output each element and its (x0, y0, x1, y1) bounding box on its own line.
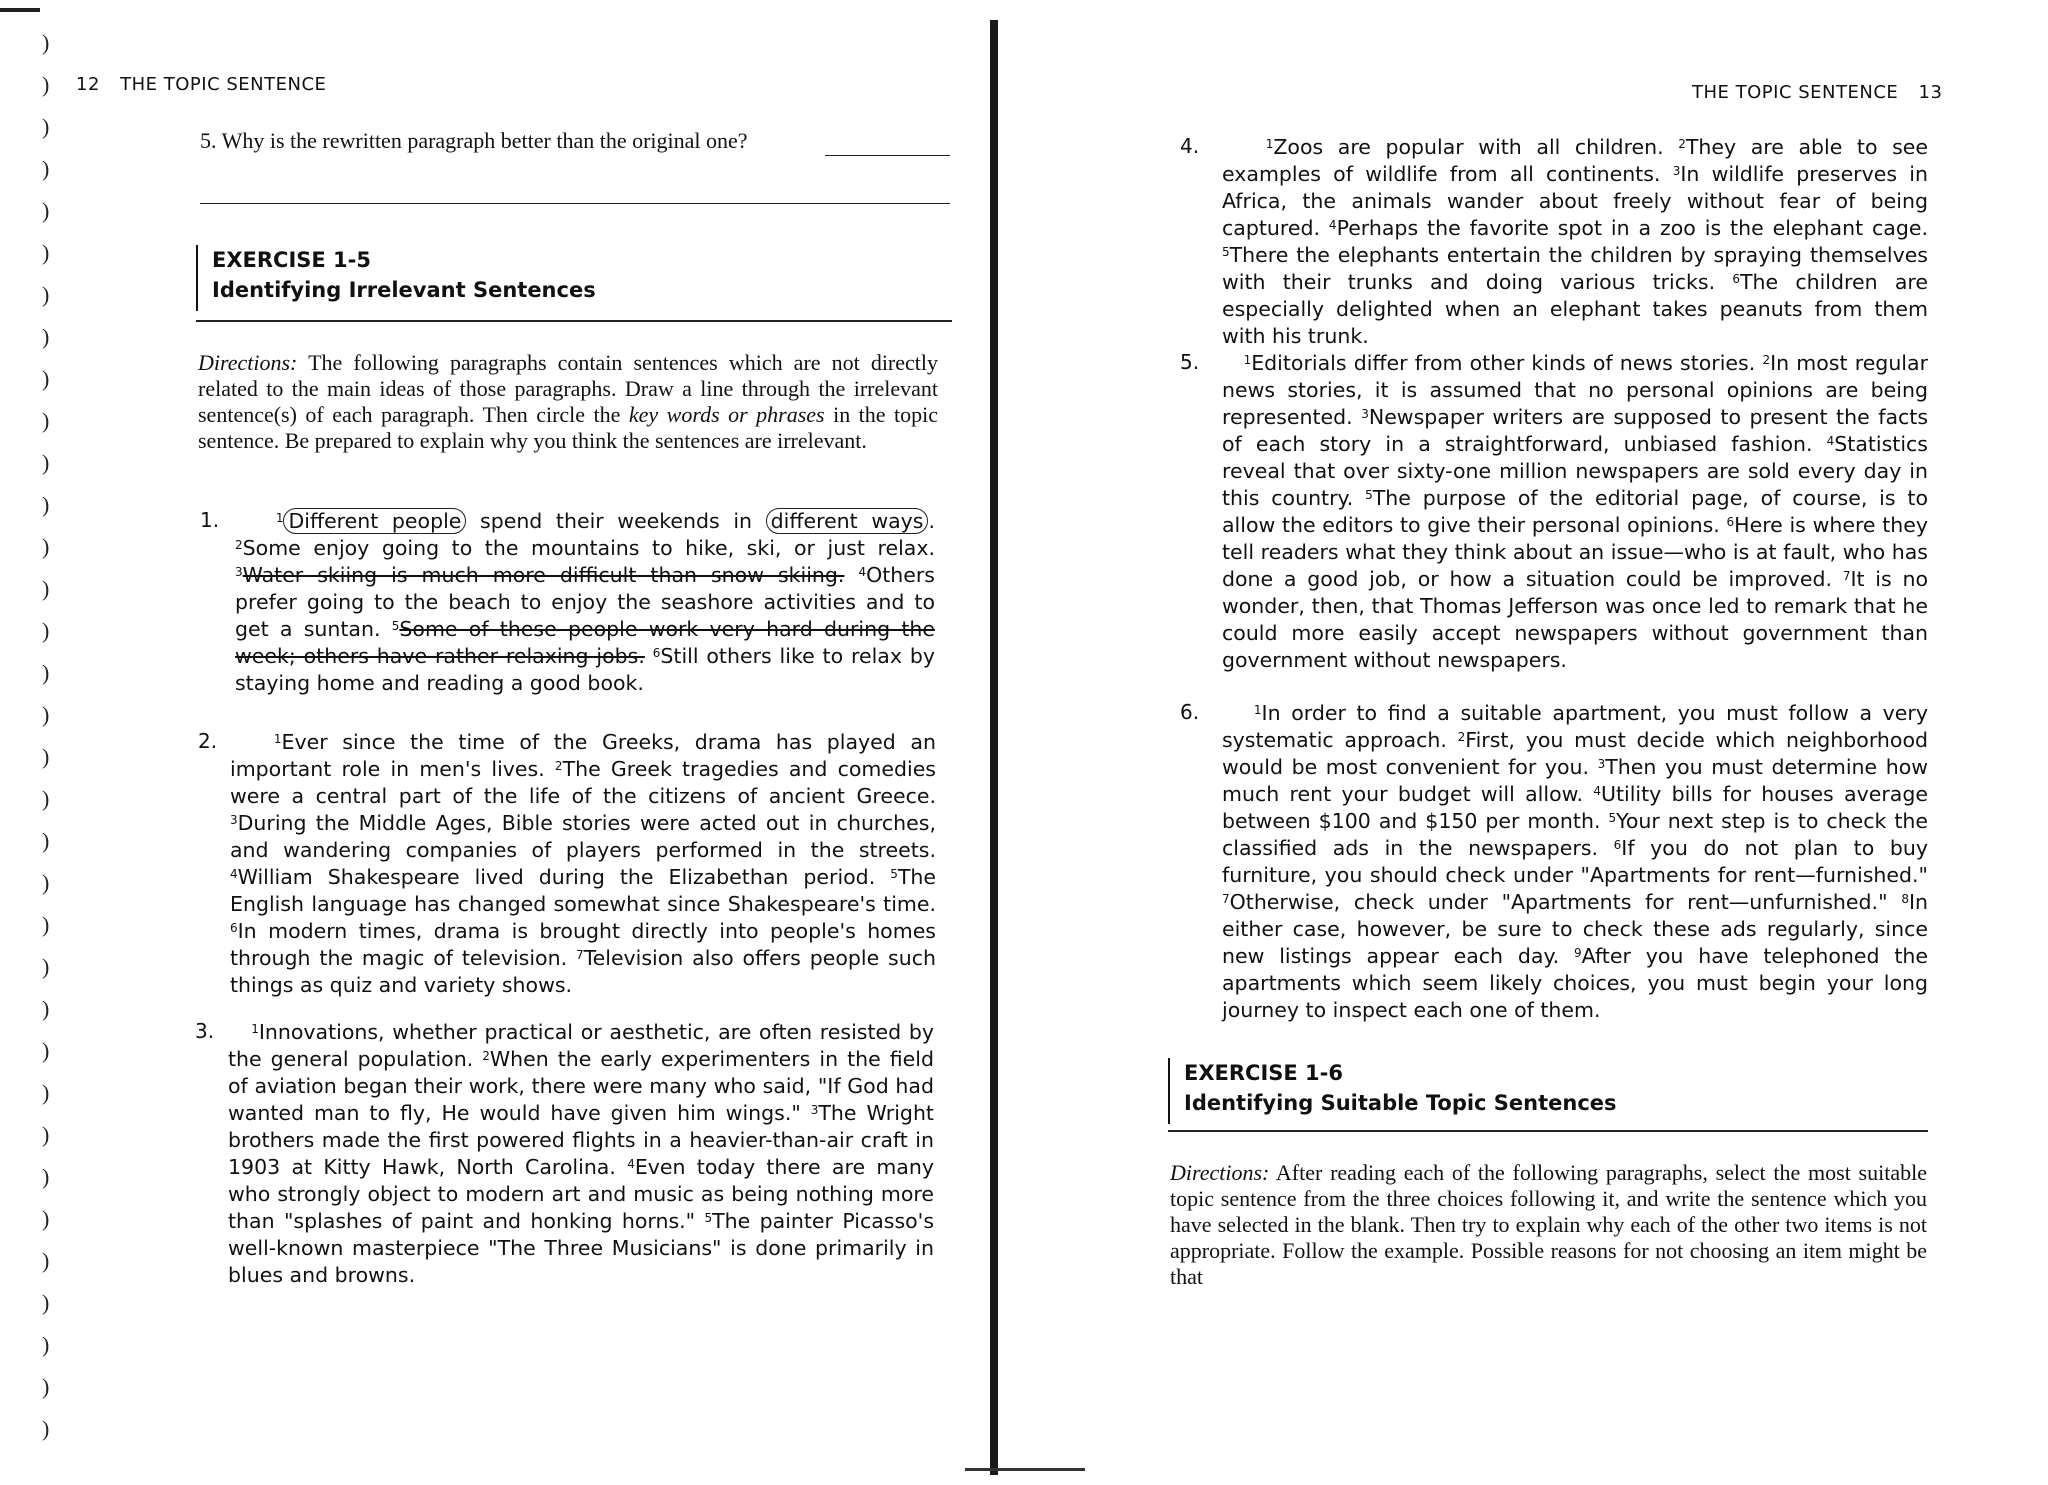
paragraph (1222, 350, 1928, 674)
sentence-text: Newspaper writers are supposed to present the facts of each story in a straightforward, unbiased fashion. (1222, 405, 1928, 456)
directions-text: The following paragraphs contain sentences which are not directly related to the main ideas of those paragraphs. Draw a line through the irrelevant sentence(s) of each paragraph. Then circle the (198, 350, 939, 427)
sentence-text: Perhaps the favorite spot in a zoo is the elephant cage. (1336, 216, 1928, 240)
sentence-number: 9 (1574, 946, 1582, 960)
sentence-number: 4 (230, 867, 238, 881)
sentence-number: 1 (1253, 703, 1262, 717)
margin-mark: ) (42, 576, 50, 601)
sentence-number: 7 (1222, 892, 1230, 906)
margin-mark: ) (42, 1080, 50, 1105)
margin-mark: ) (42, 324, 50, 349)
sentence-text: Others prefer going to the beach to enjoy the seashore activities and to get a suntan. (235, 563, 935, 641)
sentence-text (844, 563, 858, 587)
margin-mark: ) (42, 912, 50, 937)
sentence-text: The children are especially delighted when an elephant takes peanuts from them with his trunk. (1222, 270, 1928, 348)
corner-mark (0, 8, 40, 12)
sentence-text: Still others like to relax by staying home and reading a good book. (235, 644, 935, 695)
sentence-text: The purpose of the editorial page, of course, is to allow the editors to give their personal opinions. (1222, 486, 1928, 537)
sentence-number: 3 (810, 1103, 819, 1117)
directions-label: Directions: (198, 350, 298, 375)
sentence-text: William Shakespeare lived during the Elizabethan period. (237, 865, 891, 889)
margin-mark: ) (42, 1374, 50, 1399)
question-5: 5. Why is the rewritten paragraph better than the original one? (200, 128, 748, 153)
margin-mark: ) (42, 282, 50, 307)
sentence-number: 1 (275, 511, 284, 525)
sentence-number: 6 (1732, 272, 1740, 286)
sentence-text: Zoos are popular with all children. (1273, 135, 1679, 159)
sentence-number: 2 (1457, 730, 1466, 744)
directions (1170, 1160, 1927, 1290)
circled-key-words: Different people (283, 508, 466, 534)
sentence-text: spend their weekends in (466, 509, 766, 533)
margin-mark: ) (42, 618, 50, 643)
directions-text: in the topic sentence. Be prepared to explain why you think the sentences are irrelevant. (198, 402, 939, 453)
sentence-text: In wildlife preserves in Africa, the animals wander about freely without fear of being captured. (1222, 162, 1928, 240)
answer-line (200, 203, 950, 204)
sentence-number: 6 (1613, 838, 1622, 852)
margin-mark: ) (42, 492, 50, 517)
exercise-number: EXERCISE 1-5 (212, 248, 371, 272)
sentence-text: Your next step is to check the classified ads in the newspapers. (1222, 809, 1928, 860)
sentence-number: 7 (1842, 569, 1851, 583)
sentence-number: 5 (391, 619, 400, 633)
paragraph (1222, 700, 1928, 1024)
sentence-number: 4 (858, 565, 867, 579)
sentence-number: 1 (251, 1022, 259, 1036)
sentence-text: Television also offers people such things as quiz and variety shows. (230, 946, 936, 997)
sentence-number: 1 (1243, 353, 1252, 367)
margin-mark: ) (42, 954, 50, 979)
margin-mark: ) (42, 870, 50, 895)
sentence-text: It is no wonder, then, that Thomas Jefferson was once led to remark that he could more easily accept newspapers without government than government without newspapers. (1222, 567, 1928, 672)
sentence-text: First, you must decide which neighborhood would be most convenient for you. (1222, 728, 1928, 779)
sentence-text: Ever since the time of the Greeks, drama has played an important role in men's lives. (230, 730, 936, 781)
margin-mark: ) (42, 114, 50, 139)
item-number: 4. (1180, 134, 1200, 158)
book-binding (990, 20, 998, 1475)
margin-mark: ) (42, 408, 50, 433)
margin-mark: ) (42, 450, 50, 475)
struck-sentence: Some of these people work very hard during the week; others have rather relaxing jobs. (235, 617, 935, 668)
sentence-number: 6 (230, 921, 238, 935)
running-title: THE TOPIC SENTENCE (1692, 82, 1899, 103)
sentence-text: In either case, however, be sure to check these ads regularly, since new listings appear each day. (1222, 890, 1928, 968)
margin-mark: ) (42, 1164, 50, 1189)
margin-mark: ) (42, 828, 50, 853)
page-number: 12 (76, 74, 100, 95)
sentence-text: Even today there are many who strongly object to modern art and music as being nothing more than "splashes of paint and honking horns." (228, 1155, 934, 1233)
sentence-number: 3 (235, 565, 243, 579)
sentence-number: 4 (1593, 784, 1601, 798)
sentence-number: 3 (1672, 164, 1681, 178)
sentence-text: Innovations, whether practical or aesthetic, are often resisted by the general population. (228, 1020, 934, 1071)
paragraph (228, 1019, 934, 1289)
sentence-number: 2 (554, 759, 563, 773)
exercise-title: Identifying Suitable Topic Sentences (1184, 1091, 1617, 1115)
sentence-number: 2 (235, 538, 243, 552)
sentence-number: 2 (1762, 353, 1771, 367)
margin-mark: ) (42, 786, 50, 811)
margin-mark: ) (42, 702, 50, 727)
sentence-text: The English language has changed somewhat since Shakespeare's time. (230, 865, 936, 916)
sentence-number: 3 (230, 813, 238, 827)
sentence-text: Statistics reveal that over sixty-one million newspapers are sold every day in this country. (1222, 432, 1928, 510)
margin-mark: ) (42, 744, 50, 769)
margin-mark: ) (42, 1332, 50, 1357)
margin-mark: ) (42, 534, 50, 559)
margin-mark: ) (42, 1248, 50, 1273)
right-page (1010, 0, 2048, 1485)
margin-mark: ) (42, 1290, 50, 1315)
left-page (0, 0, 990, 1485)
right-header (1692, 82, 1942, 103)
exercise-number: EXERCISE 1-6 (1184, 1061, 1343, 1085)
sentence-number: 3 (1597, 757, 1606, 771)
item-number: 5. (1180, 350, 1200, 374)
sentence-text: The Greek tragedies and comedies were a central part of the life of the citizens of ancient Greece. (230, 757, 936, 808)
sentence-text: Utility bills for houses average between $100 and $150 per month. (1222, 782, 1928, 833)
paragraph (1222, 134, 1928, 350)
circled-key-words: different ways (766, 508, 929, 534)
margin-mark: ) (42, 1122, 50, 1147)
exercise-heading (1168, 1058, 1617, 1124)
sentence-number: 2 (1678, 137, 1686, 151)
sentence-text: If you do not plan to buy furniture, you should check under "Apartments for rent—furnished." (1222, 836, 1929, 887)
item-number: 6. (1180, 700, 1200, 724)
left-header (76, 74, 326, 95)
directions (198, 350, 938, 454)
directions-text: After reading each of the following paragraphs, select the most suitable topic sentence from the three choices following it, and write the sentence which you have selected in the blank. Then try to explain why each of the other two items is not appropriate. Follow the example. Possible reasons for not choosing an item might be that (1170, 1160, 1927, 1289)
sentence-text: The painter Picasso's well-known masterpiece "The Three Musicians" is done primarily in blues and browns. (228, 1209, 934, 1287)
directions-italic: key words or phrases (628, 402, 825, 427)
sentence-text: Then you must determine how much rent your budget will allow. (1222, 755, 1929, 806)
sentence-text: After you have telephoned the apartments which seem likely choices, you must begin your long journey to inspect each one of them. (1222, 944, 1928, 1022)
exercise-heading (196, 245, 596, 311)
sentence-number: 6 (652, 646, 661, 660)
directions-label: Directions: (1170, 1160, 1270, 1185)
exercise-rule (196, 320, 952, 322)
margin-mark: ) (42, 1416, 50, 1441)
paragraph (235, 508, 935, 697)
paragraph (230, 729, 936, 999)
exercise-rule (1168, 1130, 1928, 1132)
answer-line (825, 155, 950, 156)
margin-mark: ) (42, 72, 50, 97)
sentence-number: 5 (890, 867, 898, 881)
sentence-text: In modern times, drama is brought directly into people's homes through the magic of television. (230, 919, 936, 970)
sentence-text: In order to find a suitable apartment, you must follow a very systematic approach. (1222, 701, 1928, 752)
sentence-number: 5 (1365, 488, 1373, 502)
sentence-number: 4 (1826, 434, 1835, 448)
sentence-text: During the Middle Ages, Bible stories were acted out in churches, and wandering companies of players performed in the streets. (230, 811, 936, 862)
margin-mark: ) (42, 198, 50, 223)
sentence-number: 7 (575, 948, 584, 962)
margin-mark: ) (42, 366, 50, 391)
sentence-text: The Wright brothers made the first powered flights in a heavier-than-air craft in 1903 at Kitty Hawk, North Carolina. (228, 1101, 934, 1179)
sentence-text: There the elephants entertain the children by spraying themselves with their trunks and doing various tricks. (1222, 243, 1928, 294)
margin-marks (36, 30, 56, 1470)
struck-sentence: Water skiing is much more difficult than snow skiing. (242, 563, 845, 587)
item-number: 1. (200, 508, 220, 532)
sentence-number: 6 (1726, 515, 1735, 529)
sentence-text: They are able to see examples of wildlife from all continents. (1222, 135, 1928, 186)
item-number: 3. (195, 1019, 215, 1043)
sentence-text: Editorials differ from other kinds of news stories. (1251, 351, 1763, 375)
sentence-number: 5 (1222, 245, 1230, 259)
margin-mark: ) (42, 1038, 50, 1063)
sentence-number: 1 (273, 732, 282, 746)
margin-mark: ) (42, 156, 50, 181)
sentence-number: 3 (1361, 407, 1369, 421)
margin-mark: ) (42, 1206, 50, 1231)
sentence-text: . (928, 509, 935, 533)
sentence-text: When the early experimenters in the field of aviation began their work, there were many who said, "If God had wanted man to fly, He would have given him wings." (228, 1047, 934, 1125)
sentence-number: 4 (627, 1157, 635, 1171)
margin-mark: ) (42, 996, 50, 1021)
running-title: THE TOPIC SENTENCE (120, 74, 327, 95)
sentence-text: Otherwise, check under "Apartments for rent—unfurnished." (1229, 890, 1902, 914)
sentence-text: Some enjoy going to the mountains to hike, ski, or just relax. (242, 536, 935, 560)
exercise-title: Identifying Irrelevant Sentences (212, 278, 596, 302)
margin-mark: ) (42, 30, 50, 55)
sentence-number: 2 (482, 1049, 490, 1063)
page-number: 13 (1918, 82, 1943, 103)
sentence-text: In most regular news stories, it is assumed that no personal opinions are being represented. (1222, 351, 1928, 429)
sentence-number: 4 (1328, 218, 1337, 232)
margin-mark: ) (42, 660, 50, 685)
sentence-number: 5 (1608, 811, 1617, 825)
sentence-number: 8 (1901, 892, 1909, 906)
sentence-text (645, 644, 653, 668)
sentence-number: 5 (704, 1211, 713, 1225)
sentence-number: 1 (1265, 137, 1274, 151)
item-number: 2. (198, 729, 218, 753)
margin-mark: ) (42, 240, 50, 265)
sentence-text: Here is where they tell readers what they think about an issue—who is at fault, who has done a good job, or how a situation could be improved. (1222, 513, 1929, 591)
